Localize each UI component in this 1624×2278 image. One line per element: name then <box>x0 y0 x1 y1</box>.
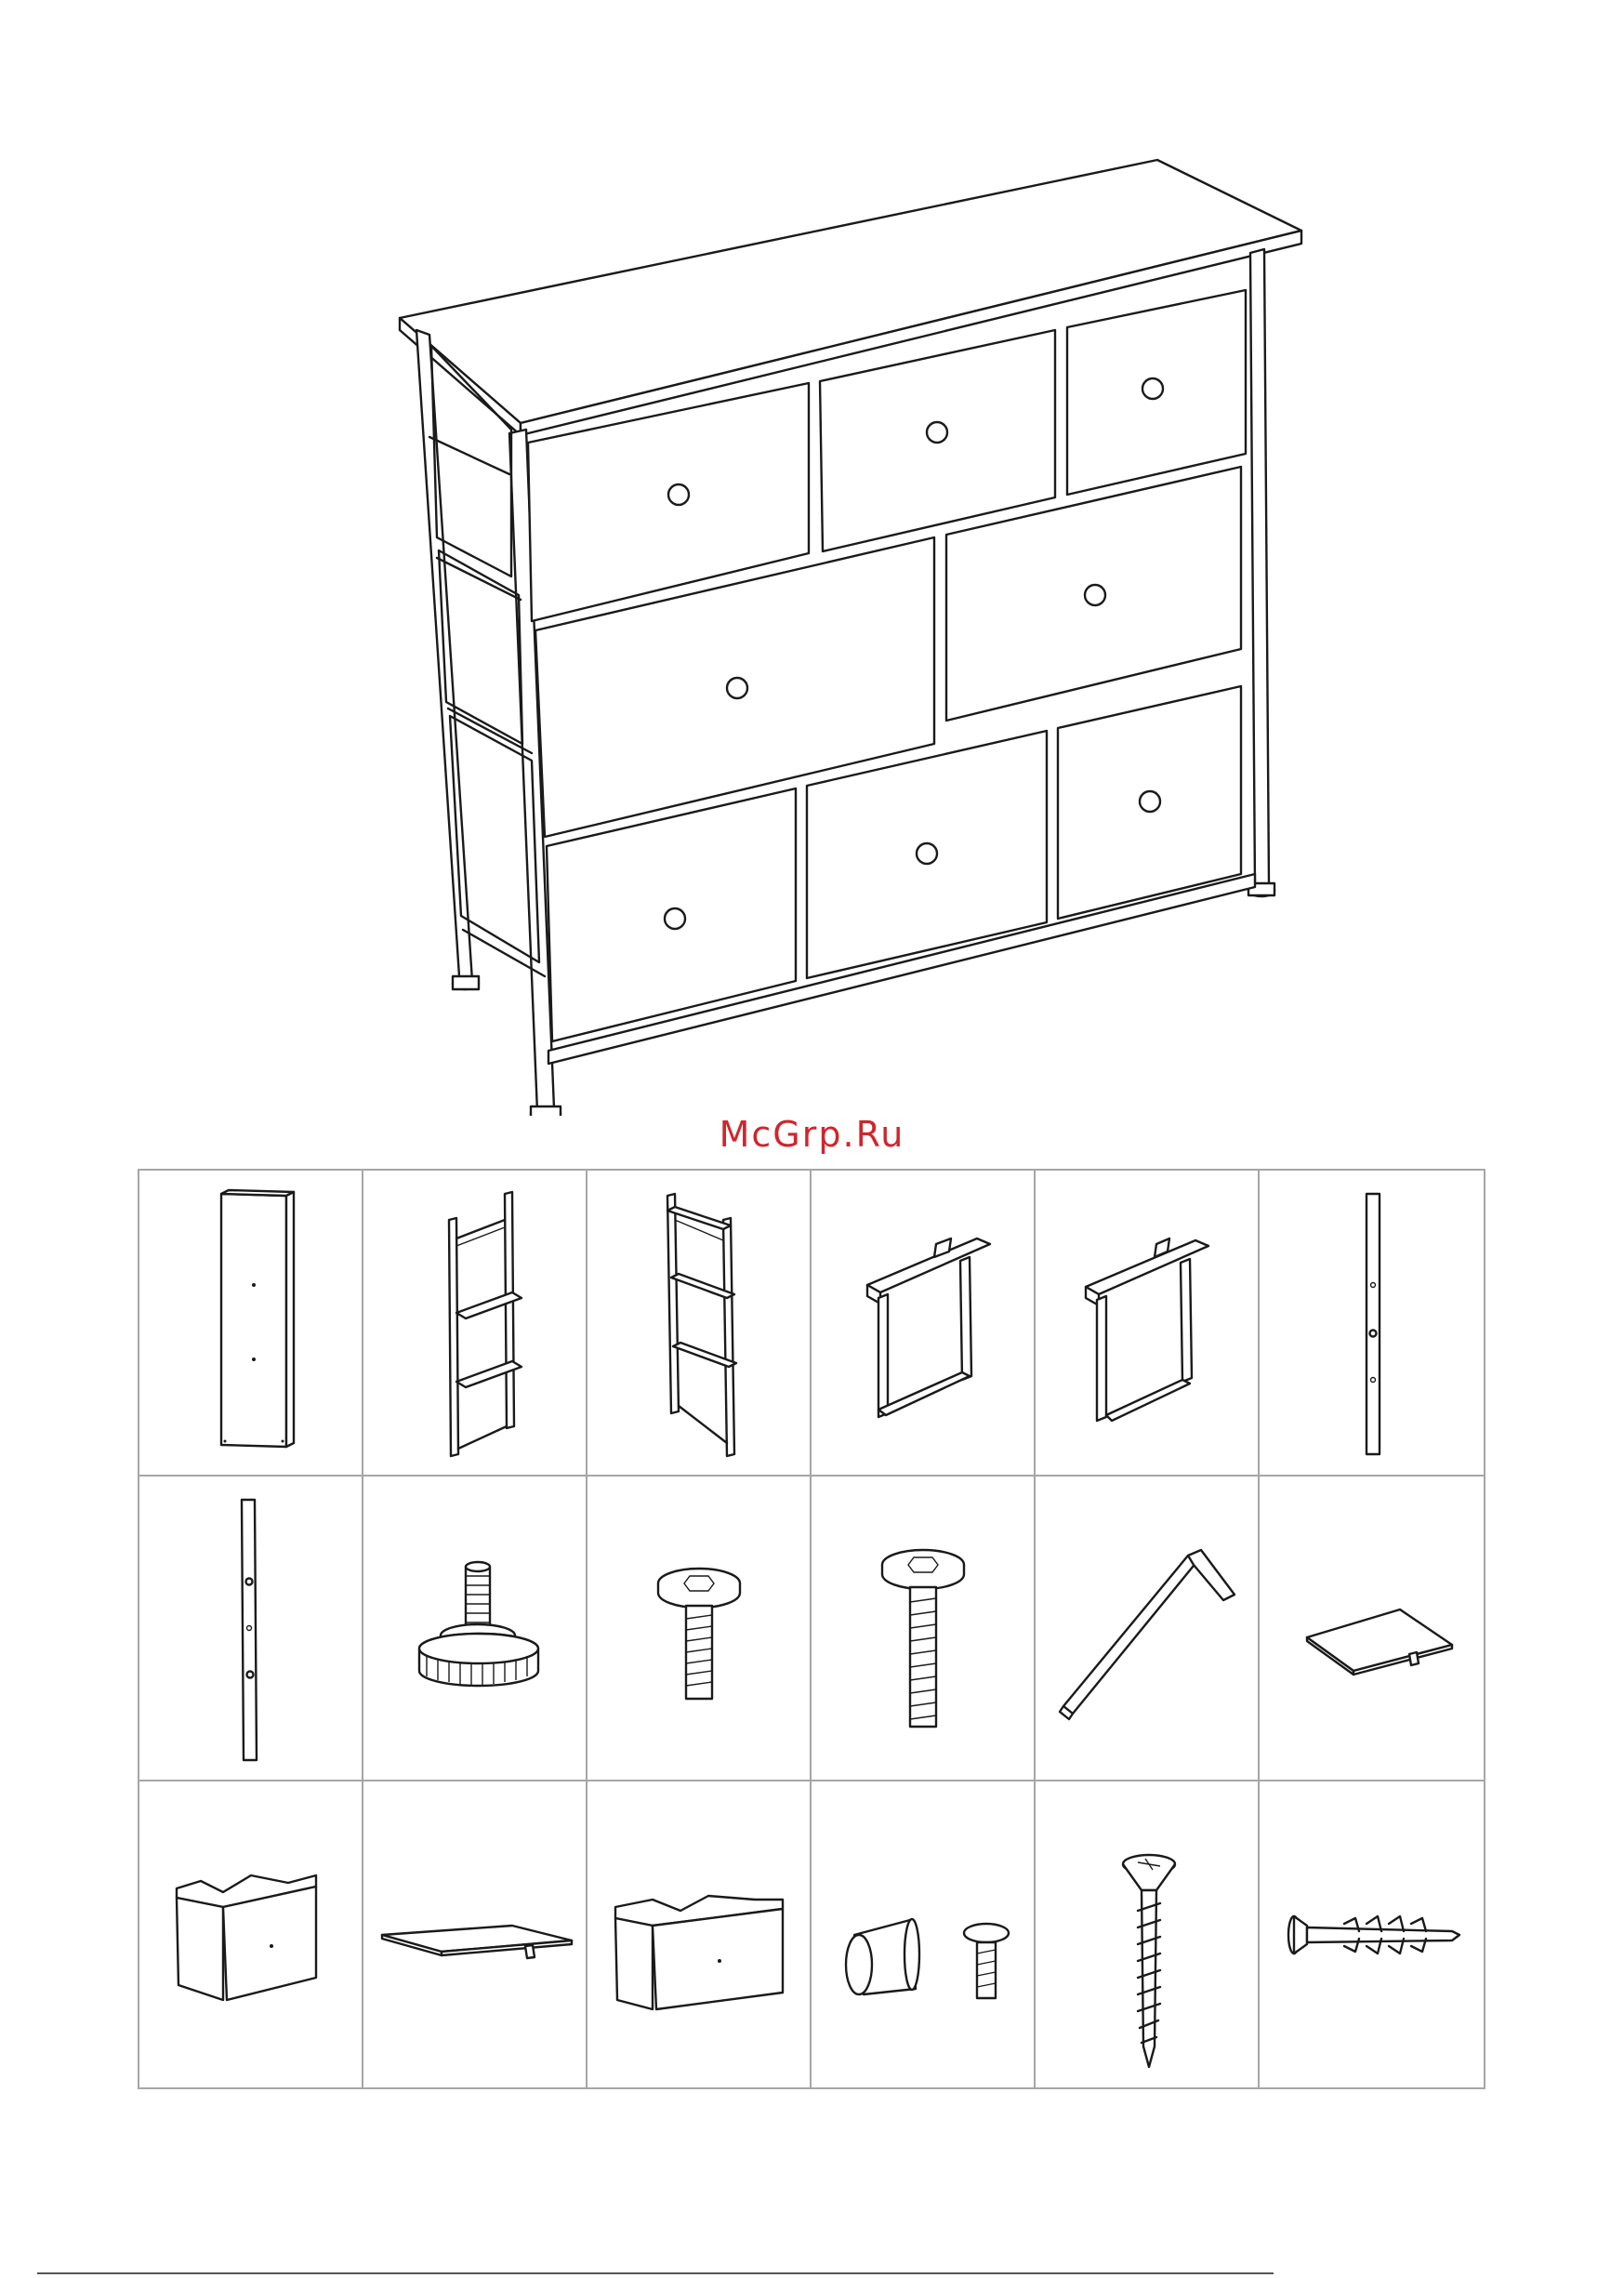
part-cell-10 <box>812 1477 1036 1782</box>
part-cell-2 <box>363 1171 588 1477</box>
part-cell-15 <box>588 1781 812 2087</box>
wall-anchor-icon <box>1270 1795 1474 2074</box>
part-cell-9 <box>588 1477 812 1782</box>
part-cell-13 <box>139 1781 363 2087</box>
part-cell-6 <box>1260 1171 1484 1477</box>
parts-grid <box>138 1169 1485 2089</box>
u-frame-bracket-icon <box>821 1183 1025 1462</box>
part-cell-4 <box>812 1171 1036 1477</box>
knob-and-screw-icon <box>821 1795 1025 2074</box>
part-cell-14 <box>363 1781 588 2087</box>
part-cell-5 <box>1036 1171 1260 1477</box>
side-frame-ladder-icon <box>597 1183 801 1462</box>
part-cell-7 <box>139 1477 363 1782</box>
wood-screw-icon <box>1045 1795 1249 2074</box>
part-cell-16 <box>812 1781 1036 2087</box>
leveling-foot-icon <box>373 1489 577 1768</box>
fabric-drawer-icon <box>149 1795 353 2074</box>
footer-divider <box>37 2272 1274 2274</box>
drawer-bottom-board-icon <box>1270 1489 1474 1768</box>
drawer-bottom-board-icon <box>373 1795 577 2074</box>
part-cell-18 <box>1260 1781 1484 2087</box>
part-cell-11 <box>1036 1477 1260 1782</box>
short-bolt-icon <box>597 1489 801 1768</box>
part-cell-8 <box>363 1477 588 1782</box>
long-bar-icon <box>1270 1183 1474 1462</box>
dresser-icon <box>372 139 1348 1116</box>
part-cell-3 <box>588 1171 812 1477</box>
side-frame-ladder-icon <box>373 1183 577 1462</box>
top-board-icon <box>149 1183 353 1462</box>
dresser-illustration <box>372 139 1348 1116</box>
u-frame-bracket-icon <box>1045 1183 1249 1462</box>
long-bar-icon <box>149 1489 353 1768</box>
allen-key-icon <box>1045 1489 1249 1768</box>
part-cell-12 <box>1260 1477 1484 1782</box>
long-bolt-icon <box>821 1489 1025 1768</box>
fabric-drawer-icon <box>597 1795 801 2074</box>
part-cell-1 <box>139 1171 363 1477</box>
watermark-text: McGrp.Ru <box>719 1114 905 1155</box>
part-cell-17 <box>1036 1781 1260 2087</box>
